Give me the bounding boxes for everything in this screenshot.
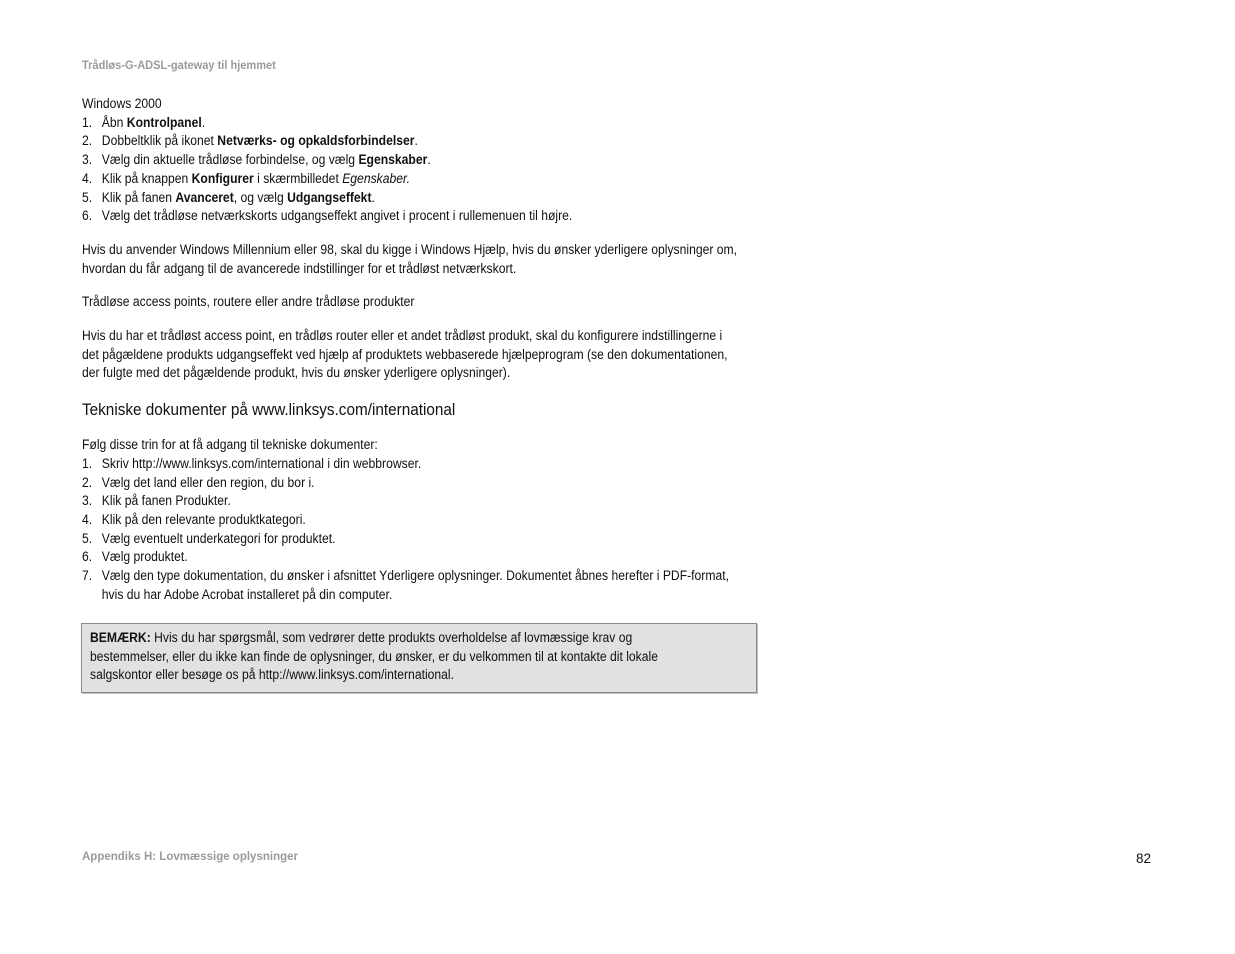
tech-docs-intro: Følg disse trin for at få adgang til tekniske dokumenter:: [82, 437, 378, 453]
text-run: Egenskaber.: [342, 170, 410, 186]
text-run: Åbn: [101, 114, 127, 130]
list-text: Klik på den relevante produktkategori.: [101, 511, 306, 527]
paragraph-access-points: [82, 327, 820, 383]
list-item: [82, 567, 820, 604]
body-text-block: [82, 95, 820, 604]
list-text: Vælg eventuelt underkategori for produktet.: [101, 530, 336, 546]
text-run: Vælg din aktuelle trådløse forbindelse, og vælg: [101, 152, 359, 168]
list-number: 4.: [82, 170, 93, 186]
paragraph-millennium: [82, 241, 820, 278]
text-run: .: [201, 114, 206, 130]
list-item: [82, 511, 820, 530]
text-run: , og vælg: [233, 189, 288, 205]
list-number: 1.: [82, 114, 93, 130]
list-text: Vælg det land eller den region, du bor i.: [101, 474, 315, 490]
subheading-windows-2000: Windows 2000: [82, 96, 162, 111]
paragraph-line: det pågældene produkts udgangseffekt ved hjælp af produktets webbaserede hjælpeprogram (se den dokumentationen,: [82, 346, 728, 362]
note-line: bestemmelser, eller du ikke kan finde de oplysninger, du ønsker, er du velkommen til at kontakte dit lokale: [90, 648, 658, 664]
list-text: Skriv http://www.linksys.com/international i din webbrowser.: [101, 455, 422, 471]
text-run: Egenskaber: [358, 152, 428, 168]
list-item: [82, 530, 820, 549]
text-run: Avanceret: [175, 189, 234, 205]
section-title-tech-docs: Tekniske dokumenter på www.linksys.com/international: [82, 400, 456, 420]
note-box: [81, 623, 757, 693]
footer-section-title: Appendiks H: Lovmæssige oplysninger: [82, 851, 298, 863]
list-item: [82, 114, 820, 133]
list-number: 3.: [82, 493, 93, 509]
text-run: Klik på fanen: [101, 189, 176, 205]
list-item: [82, 170, 820, 189]
document-body: [82, 95, 822, 604]
text-run: Kontrolpanel: [126, 114, 202, 130]
running-header: Trådløs-G-ADSL-gateway til hjemmet: [82, 58, 276, 72]
text-run: Dobbeltklik på ikonet: [101, 133, 218, 149]
list-number: 5.: [82, 530, 93, 546]
list-item: [82, 207, 820, 226]
text-run: .: [414, 133, 418, 149]
list-number: 2.: [82, 133, 93, 149]
list-number: 1.: [82, 455, 93, 471]
text-run: Klik på knappen: [101, 170, 192, 186]
note-line: salgskontor eller besøge os på http://www.linksys.com/international.: [90, 667, 455, 683]
list-number: 6.: [82, 208, 93, 224]
paragraph-line: Hvis du har et trådløst access point, en trådløs router eller et andet trådløst produkt, skal du konfigurere indstillingerne i: [82, 328, 723, 344]
text-run: Vælg det trådløse netværkskorts udgangseffekt angivet i procent i rullemenuen til højre.: [101, 208, 573, 224]
list-number: 4.: [82, 511, 93, 527]
list-number: 5.: [82, 189, 93, 205]
list-item: [82, 455, 820, 474]
page-number: 82: [1136, 851, 1152, 866]
windows-2000-steps: [82, 114, 820, 226]
text-run: Netværks- og opkaldsforbindelser: [217, 133, 415, 149]
text-run: i skærmbilledet: [253, 170, 343, 186]
text-run: Konfigurer: [191, 170, 254, 186]
list-number: 7.: [82, 568, 93, 584]
note-text: [90, 629, 747, 685]
list-item: [82, 492, 820, 511]
text-run: Udgangseffekt: [287, 189, 372, 205]
list-text: hvis du har Adobe Acrobat installeret på din computer.: [101, 586, 393, 602]
note-line: Hvis du har spørgsmål, som vedrører dette produkts overholdelse af lovmæssige krav og: [150, 630, 633, 645]
list-text: Vælg den type dokumentation, du ønsker i afsnittet Yderligere oplysninger. Dokumentet åbnes herefter i PDF-format,: [101, 568, 729, 584]
list-item: [82, 189, 820, 208]
list-text: Vælg produktet.: [101, 549, 188, 565]
list-item: [82, 132, 820, 151]
list-item: [82, 474, 820, 493]
paragraph-line: hvordan du får adgang til de avancerede indstillinger for et trådløst netværkskort.: [82, 260, 517, 276]
note-label: BEMÆRK:: [90, 630, 151, 645]
text-run: .: [371, 189, 375, 205]
text-run: .: [427, 152, 431, 168]
subheading-access-points: Trådløse access points, routere eller andre trådløse produkter: [82, 294, 415, 310]
list-number: 2.: [82, 474, 93, 490]
paragraph-line: der fulgte med det pågældende produkt, hvis du ønsker yderligere oplysninger).: [82, 365, 511, 381]
list-number: 6.: [82, 549, 93, 565]
tech-docs-steps: [82, 455, 820, 605]
list-text: Klik på fanen Produkter.: [101, 493, 231, 509]
list-item: [82, 548, 820, 567]
paragraph-line: Hvis du anvender Windows Millennium eller 98, skal du kigge i Windows Hjælp, hvis du ønsker yderligere oplysninger om,: [82, 241, 738, 257]
list-number: 3.: [82, 152, 93, 168]
list-item: [82, 151, 820, 170]
